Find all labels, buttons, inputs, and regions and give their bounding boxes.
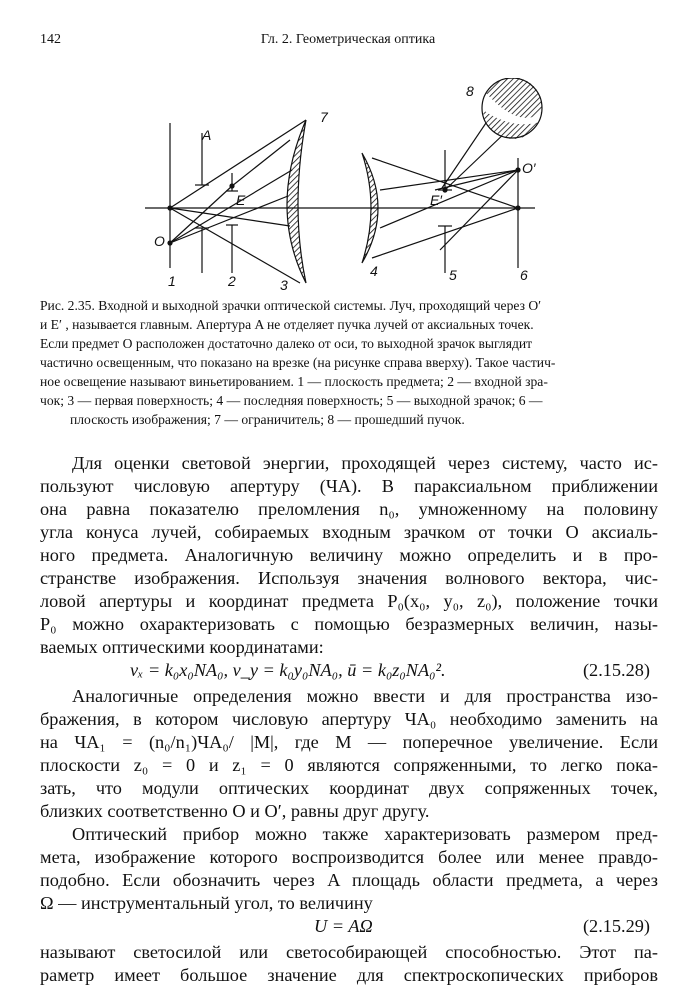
caption-line: Рис. 2.35. Входной и выходной зрачки оптической системы. Луч, проходящий через O′ — [40, 298, 542, 313]
text-line: ваемых оптическими координатами: — [40, 637, 324, 657]
text-line: подобно. Если обозначить через A площадь области предмета, а через — [40, 870, 658, 890]
text-line: она равна показателю преломления n₀, умноженному на половину — [40, 499, 658, 519]
text-line: ловой апертуры и координат предмета P₀(x₀, y₀, z₀), положение точки — [40, 591, 658, 611]
text-line: угла конуса лучей, собираемых входным зрачком от точки O аксиаль- — [40, 522, 658, 542]
page-number: 142 — [40, 32, 61, 47]
text-line: Аналогичные определения можно ввести и для пространства изо- — [72, 686, 658, 706]
label-6: 6 — [520, 267, 528, 283]
caption-line: Если предмет O расположен достаточно далеко от оси, то выходной зрачок выглядит — [40, 336, 533, 351]
caption-line: и E′ , называется главным. Апертура A не отделяет пучка лучей от аксиальных точек. — [40, 317, 534, 332]
text-line: ного предмета. Аналогичную величину можно определить и в про- — [40, 545, 658, 565]
text-line: Ω — инструментальный угол, то величину — [40, 893, 373, 913]
text-line: раметр имеет большое значение для спектроскопических приборов — [40, 965, 658, 985]
equation-formula: vₓ = k₀x₀NA₀, v_y = k₀y₀NA₀, ū = k₀z₀NA₀². — [130, 660, 446, 680]
caption-line: ное освещение называют виньетированием. 1 — плоскость предмета; 2 — входной зра- — [40, 374, 548, 389]
label-4: 4 — [370, 263, 378, 279]
label-1: 1 — [168, 273, 176, 289]
text-line: странстве изображения. Используя значения волнового вектора, чис- — [40, 568, 658, 588]
text-line: мета, изображение которого воспроизводится более или менее правдо- — [40, 847, 658, 867]
text-line: близких соответственно O и O′, равны друг другу. — [40, 801, 430, 821]
equation-number: (2.15.29) — [582, 916, 650, 936]
text-line: бражения, в котором числовую апертуру ЧА₀ необходимо заменить на — [40, 709, 658, 729]
text-line: P₀ можно охарактеризовать с помощью безразмерных величин, назы- — [40, 614, 658, 634]
running-title: Гл. 2. Геометрическая оптика — [260, 32, 436, 47]
optical-system-figure — [140, 78, 560, 293]
caption-line: чок; 3 — первая поверхность; 4 — последняя поверхность; 5 — выходной зрачок; 6 — — [40, 393, 543, 408]
label-5: 5 — [449, 267, 457, 283]
label-E: E — [236, 192, 246, 208]
label-O-prime: O′ — [522, 160, 536, 176]
label-2: 2 — [228, 273, 236, 289]
label-7: 7 — [320, 109, 328, 125]
text-line: плоскости z₀ = 0 и z₁ = 0 являются сопряженными, то легко пока- — [40, 755, 658, 775]
text-line: зать, что модули оптических координат двух сопряженных точек, — [40, 778, 658, 798]
label-3: 3 — [280, 277, 288, 293]
equation-formula: U = AΩ — [314, 916, 373, 936]
body-text — [40, 452, 658, 987]
text-line: Для оценки световой энергии, проходящей через систему, часто ис- — [72, 453, 658, 473]
label-O: O — [154, 233, 165, 249]
text-line: пользуют числовую апертуру (ЧА). В параксиальном приближении — [40, 476, 658, 496]
equation-2-15-28 — [40, 659, 658, 685]
label-8: 8 — [466, 83, 474, 99]
equation-2-15-29 — [40, 915, 658, 941]
equation-number: (2.15.28) — [582, 660, 650, 680]
label-E-prime: E′ — [430, 192, 442, 208]
text-line: называют светосилой или светособирающей способностью. Этот па- — [40, 942, 658, 962]
first-surface — [287, 120, 306, 283]
caption-line: частично освещенным, что показано на врезке (на рисунке справа вверху). Такое частич- — [40, 355, 556, 370]
caption-line: плоскость изображения; 7 — ограничитель; 8 — прошедший пучок. — [70, 412, 465, 427]
label-A: A — [202, 127, 212, 143]
text-line: на ЧА₁ = (n₀/n₁)ЧА₀/ |M|, где M — поперечное увеличение. Если — [40, 732, 658, 752]
text-line: Оптический прибор можно также характеризовать размером пред- — [72, 824, 658, 844]
figure-caption — [40, 296, 654, 429]
